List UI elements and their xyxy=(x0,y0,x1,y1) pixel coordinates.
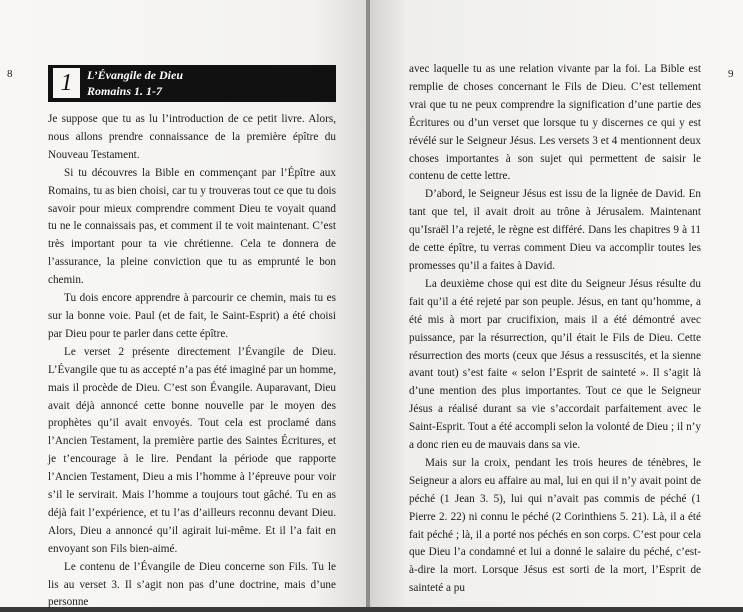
paragraph: Tu dois encore apprendre à parcourir ce chemin, mais tu es sur la bonne voie. Paul (et de fait, le Saint-Esprit) a été choisi par Dieu pour te parler dans cette épître. xyxy=(48,292,336,340)
paragraph: La deuxième chose qui est dite du Seigneur Jésus résulte du fait qu’il a été rejeté par son peuple. Jésus, en tant qu’homme, a été mis à mort par crucifixion, mais il a été démontré avec puissance, par la résurrection, qu’il était le Fils de Dieu. Cette résurrection des morts (ceux que Jésus a ressuscités, et la sienne avant tout) s’est faite « selon l’Esprit de sainteté ». Il s’agit là d’une mention des plus importantes. Tout ce que le Seigneur Jésus a réalisé durant sa vie s’accordait parfaitement avec le Saint-Esprit. Tout a été accompli selon la volonté de Dieu ; il n’y a donc rien eu de mauvais dans sa vie. xyxy=(409,277,701,452)
right-page xyxy=(370,0,743,607)
paragraph: Je suppose que tu as lu l’introduction de ce petit livre. Alors, nous allons prendre connaissance de la première épître du Nouveau Testament. xyxy=(48,113,336,161)
paragraph: D’abord, le Seigneur Jésus est issu de la lignée de David. En tant que tel, il avait droit au trône à Jérusalem. Maintenant qu’Israël l’a rejeté, le règne est différé. Dans les chapitres 9 à 11 de cette épître, tu verras comment Dieu va accomplir toutes les promesses qu’il a faites à David. xyxy=(409,188,701,272)
left-body-text xyxy=(48,111,336,612)
right-body-text xyxy=(409,61,701,598)
chapter-header xyxy=(48,65,336,102)
chapter-reference: Romains 1. 1-7 xyxy=(87,84,163,98)
paragraph-continuation: avec laquelle tu as une relation vivante par la foi. La Bible est remplie de choses concernant le Fils de Dieu. C’est tellement vrai que tu ne peux comprendre la signification d’une partie des Écritures ou d’un verset que lorsque tu y discernes ce qui y est révélé sur le Seigneur Jésus. Les versets 3 et 4 mentionnent deux choses importantes à son sujet qui permettent de saisir le contenu de cette lettre. xyxy=(409,63,701,183)
page-number-right: 9 xyxy=(728,68,734,80)
paragraph: Le contenu de l’Évangile de Dieu concerne son Fils. Tu le lis au verset 3. Il s’agit non pas d’une doctrine, mais d’une personne xyxy=(48,560,336,609)
page-number-left: 8 xyxy=(7,68,13,80)
left-page xyxy=(0,0,368,607)
paragraph: Le verset 2 présente directement l’Évangile de Dieu. L’Évangile que tu as accepté n’a pas été imaginé par un homme, mais il procède de Dieu. C’est son Évangile. Auparavant, Dieu avait déjà annoncé cette bonne nouvelle par le moyen des prophètes qu’il avait envoyés. Tout cela est proclamé dans l’Ancien Testament, la première partie des Saintes Écritures, et je t’encourage à le lire. Pendant la période que rapporte l’Ancien Testament, Dieu a mis l’homme à l’épreuve pour voir s’il le servirait. Mais l’homme a toujours tout gâché. Tu en as déjà fait l’expérience, et tu l’as d’ailleurs reconnu devant Dieu. Alors, Dieu a annoncé qu’il agirait lui-même. Et il l’a fait en envoyant son Fils bien-aimé. xyxy=(48,345,336,555)
paragraph: Mais sur la croix, pendant les trois heures de ténèbres, le Seigneur a alors eu affaire au mal, lui en qui il n’y avait point de péché (1 Jean 3. 5), lui qui n’avait pas commis de péché (1 Pierre 2. 22) ni connu le péché (2 Corinthiens 5. 21). Là, il a été fait péché ; là, il a porté nos péchés en son corps. C’est pour cela que Dieu l’a condamné et lui a donné le salaire du péché, c’est-à-dire la mort. Lorsque Jésus est sorti de la mort, l’Esprit de sainteté a pu xyxy=(409,456,701,595)
chapter-number: 1 xyxy=(53,68,80,98)
chapter-title: L’Évangile de Dieu xyxy=(87,68,183,82)
paragraph: Si tu découvres la Bible en commençant par l’Épître aux Romains, tu as bien choisi, car tu y trouveras tout ce que tu dois savoir pour mieux comprendre comment Dieu te voyait quand tu ne le connaissais pas, et comment il te voit maintenant. C’est très important pour ta vie chrétienne. Cela te donnera de l’assurance, la pleine conviction que tu as emprunté le bon chemin. xyxy=(48,166,336,287)
